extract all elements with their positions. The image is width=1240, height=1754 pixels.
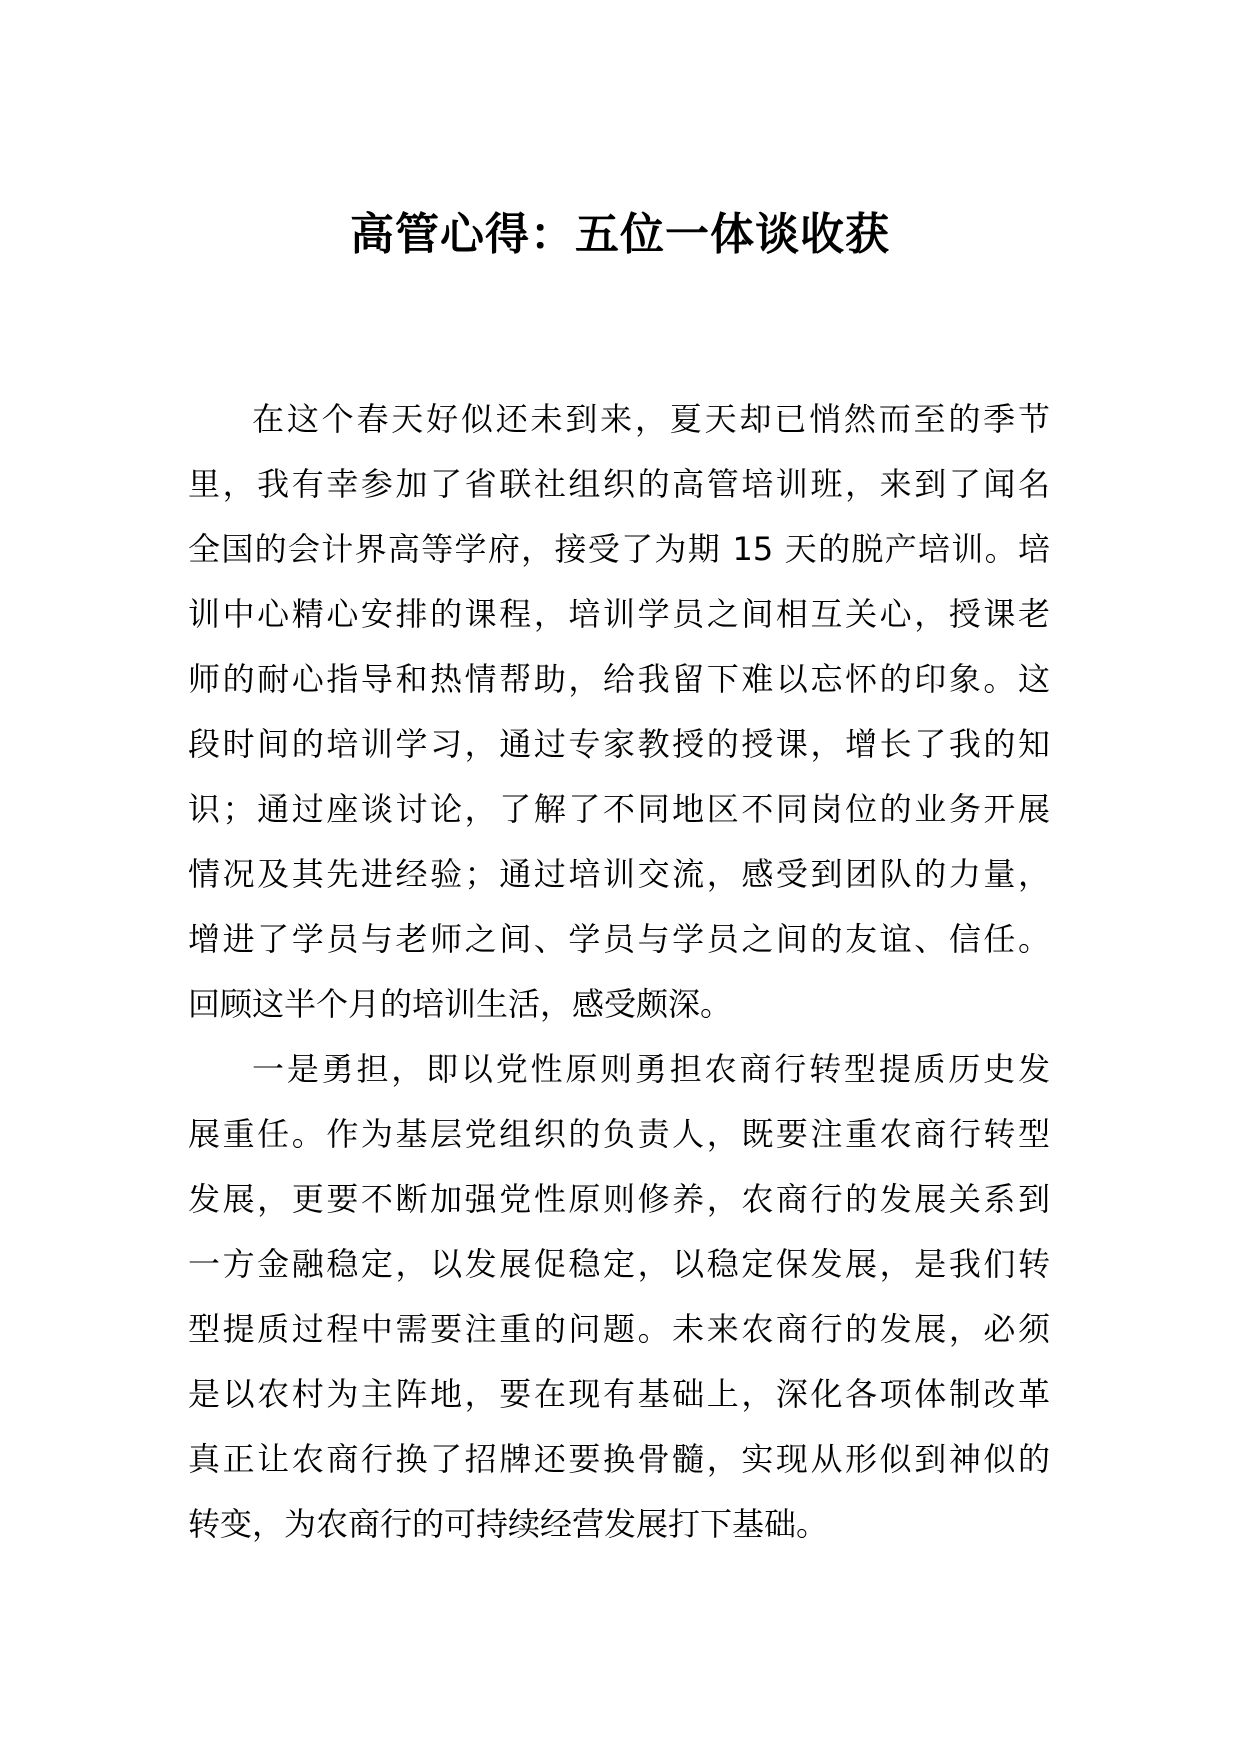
paragraph-line: 在这个春天好似还未到来，夏天却已悄然而至的季节 — [252, 400, 1050, 438]
paragraph-line: 训中心精心安排的课程，培训学员之间相互关心，授课老 — [188, 595, 1050, 633]
paragraph-line: 增进了学员与老师之间、学员与学员之间的友谊、信任。 — [188, 920, 1050, 958]
document-title: 高管心得：五位一体谈收获 — [350, 209, 890, 260]
paragraph-line: 师的耐心指导和热情帮助，给我留下难以忘怀的印象。这 — [188, 660, 1050, 698]
paragraph-line: 段时间的培训学习，通过专家教授的授课，增长了我的知 — [188, 725, 1050, 763]
paragraph-line: 情况及其先进经验；通过培训交流，感受到团队的力量， — [188, 855, 1050, 893]
paragraph-line: 是以农村为主阵地，要在现有基础上，深化各项体制改革 — [188, 1375, 1050, 1413]
paragraph-line: 一方金融稳定，以发展促稳定，以稳定保发展，是我们转 — [188, 1245, 1050, 1283]
paragraph-line: 型提质过程中需要注重的问题。未来农商行的发展，必须 — [188, 1310, 1050, 1348]
document-body — [188, 387, 1050, 1557]
paragraph-line: 真正让农商行换了招牌还要换骨髓，实现从形似到神似的 — [188, 1440, 1050, 1478]
paragraph-1 — [188, 387, 1050, 1037]
paragraph-line: 一是勇担，即以党性原则勇担农商行转型提质历史发 — [252, 1050, 1050, 1088]
paragraph-line: 全国的会计界高等学府，接受了为期 15 天的脱产培训。培 — [188, 530, 1050, 568]
paragraph-line: 发展，更要不断加强党性原则修养，农商行的发展关系到 — [188, 1180, 1050, 1218]
paragraph-line: 展重任。作为基层党组织的负责人，既要注重农商行转型 — [188, 1115, 1050, 1153]
paragraph-line: 回顾这半个月的培训生活，感受颇深。 — [188, 985, 733, 1023]
paragraph-line: 里，我有幸参加了省联社组织的高管培训班，来到了闻名 — [188, 465, 1050, 503]
paragraph-2 — [188, 1037, 1050, 1557]
paragraph-line: 转变，为农商行的可持续经营发展打下基础。 — [188, 1505, 829, 1543]
paragraph-line: 识；通过座谈讨论，了解了不同地区不同岗位的业务开展 — [188, 790, 1050, 828]
